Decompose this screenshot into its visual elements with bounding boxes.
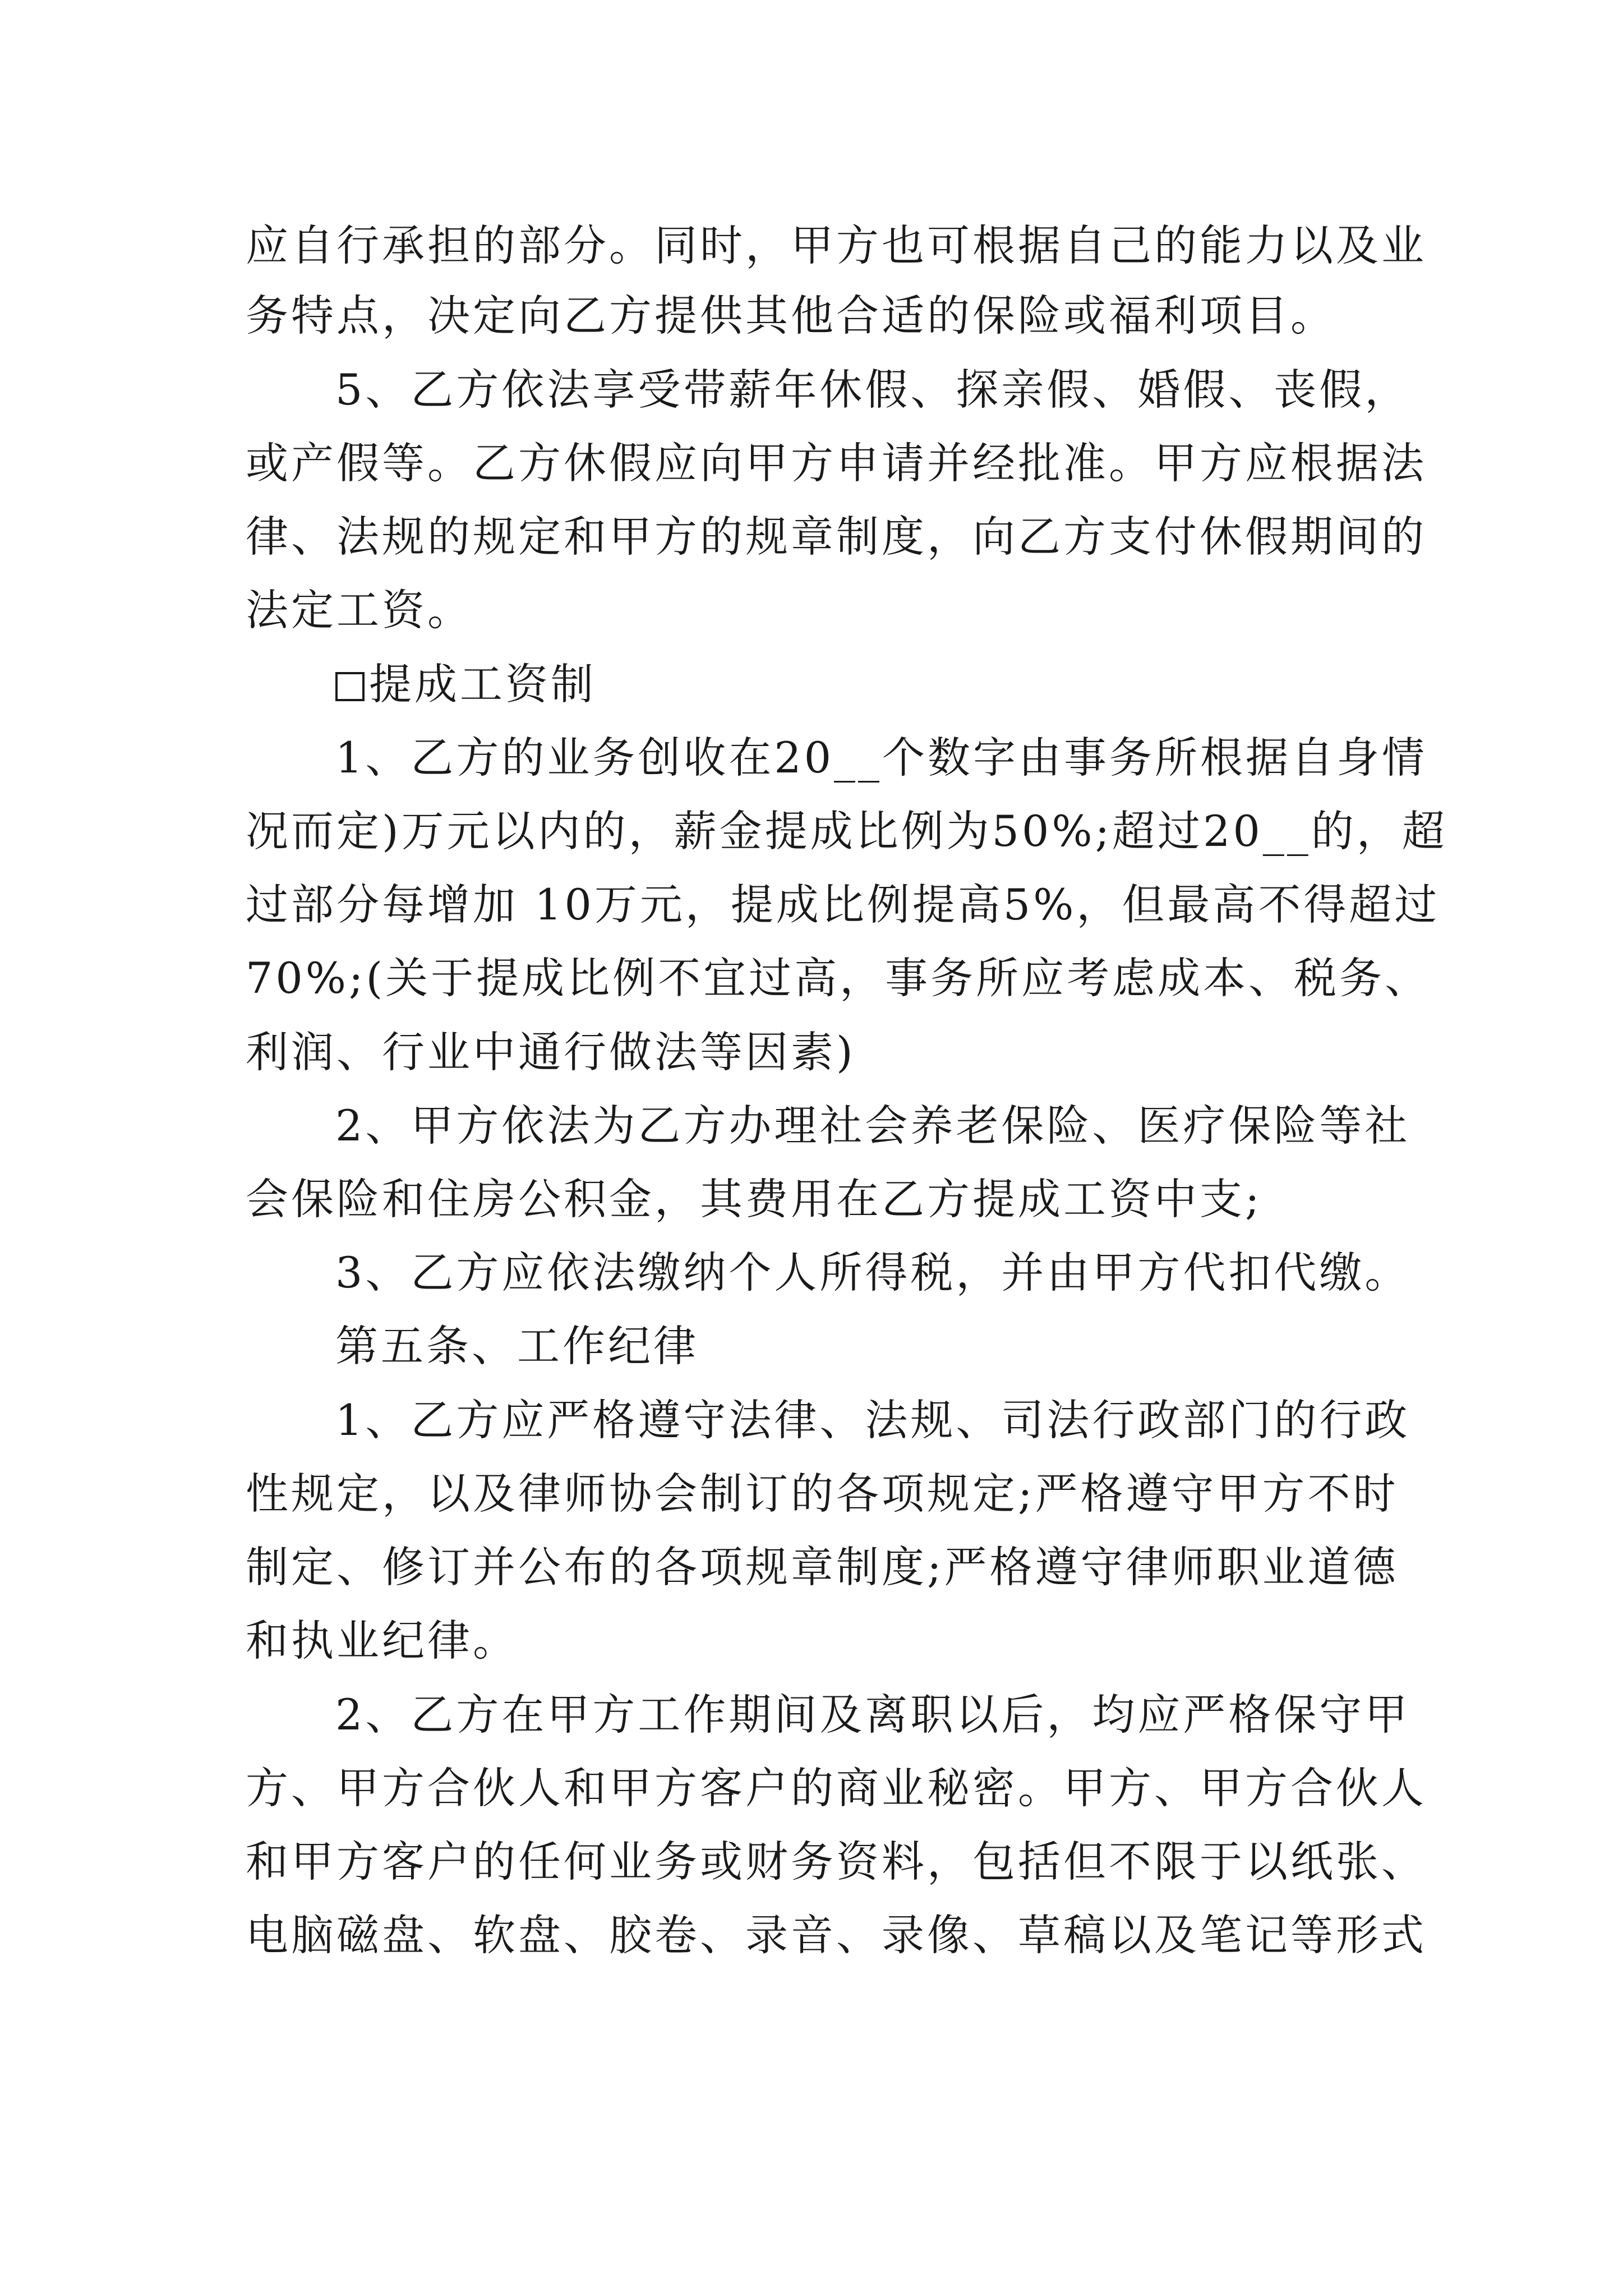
text-line: 和甲方客户的任何业务或财务资料，包括但不限于以纸张、 — [246, 1837, 1427, 1887]
text-line: 性规定，以及律师协会制订的各项规定;严格遵守甲方不时 — [246, 1469, 1399, 1519]
text-line: 3、乙方应依法缴纳个人所得税，并由甲方代扣代缴。 — [335, 1248, 1410, 1297]
text-line: 应自行承担的部分。同时，甲方也可根据自己的能力以及业 — [246, 220, 1427, 270]
checkbox-icon — [335, 672, 365, 701]
section-heading-text: 提成工资制 — [369, 659, 596, 709]
text-line: 会保险和住房公积金，其费用在乙方提成工资中支; — [246, 1174, 1262, 1224]
text-line: 务特点，决定向乙方提供其他合适的保险或福利项目。 — [246, 291, 1336, 341]
text-line: 过部分每增加 10万元，提成比例提高5%，但最高不得超过 — [246, 880, 1440, 930]
text-line: 和执业纪律。 — [246, 1616, 518, 1665]
section-heading: 第五条、工作纪律 — [335, 1321, 699, 1371]
text-line: 电脑磁盘、软盘、胶卷、录音、录像、草稿以及笔记等形式 — [246, 1910, 1427, 1960]
text-line: 2、乙方在甲方工作期间及离职以后，均应严格保守甲 — [335, 1690, 1410, 1740]
text-line: 2、甲方依法为乙方办理社会养老保险、医疗保险等社 — [335, 1101, 1410, 1151]
text-line: 70%;(关于提成比例不宜过高，事务所应考虑成本、税务、 — [246, 953, 1431, 1003]
text-line: 1、乙方的业务创收在20__个数字由事务所根据自身情 — [335, 733, 1428, 783]
text-line: 制定、修订并公布的各项规章制度;严格遵守律师职业道德 — [246, 1542, 1399, 1592]
text-line: 法定工资。 — [246, 585, 473, 635]
text-line: 况而定)万元以内的，薪金提成比例为50%;超过20__的，超 — [246, 806, 1447, 856]
text-line: 利润、行业中通行做法等因素) — [246, 1027, 856, 1077]
text-line: 或产假等。乙方休假应向甲方申请并经批准。甲方应根据法 — [246, 438, 1427, 488]
text-line: 1、乙方应严格遵守法律、法规、司法行政部门的行政 — [335, 1395, 1410, 1445]
section-heading — [335, 656, 596, 712]
text-line: 5、乙方依法享受带薪年休假、探亲假、婚假、丧假， — [335, 365, 1410, 415]
text-line: 律、法规的规定和甲方的规章制度，向乙方支付休假期间的 — [246, 512, 1427, 562]
text-line: 方、甲方合伙人和甲方客户的商业秘密。甲方、甲方合伙人 — [246, 1763, 1427, 1813]
